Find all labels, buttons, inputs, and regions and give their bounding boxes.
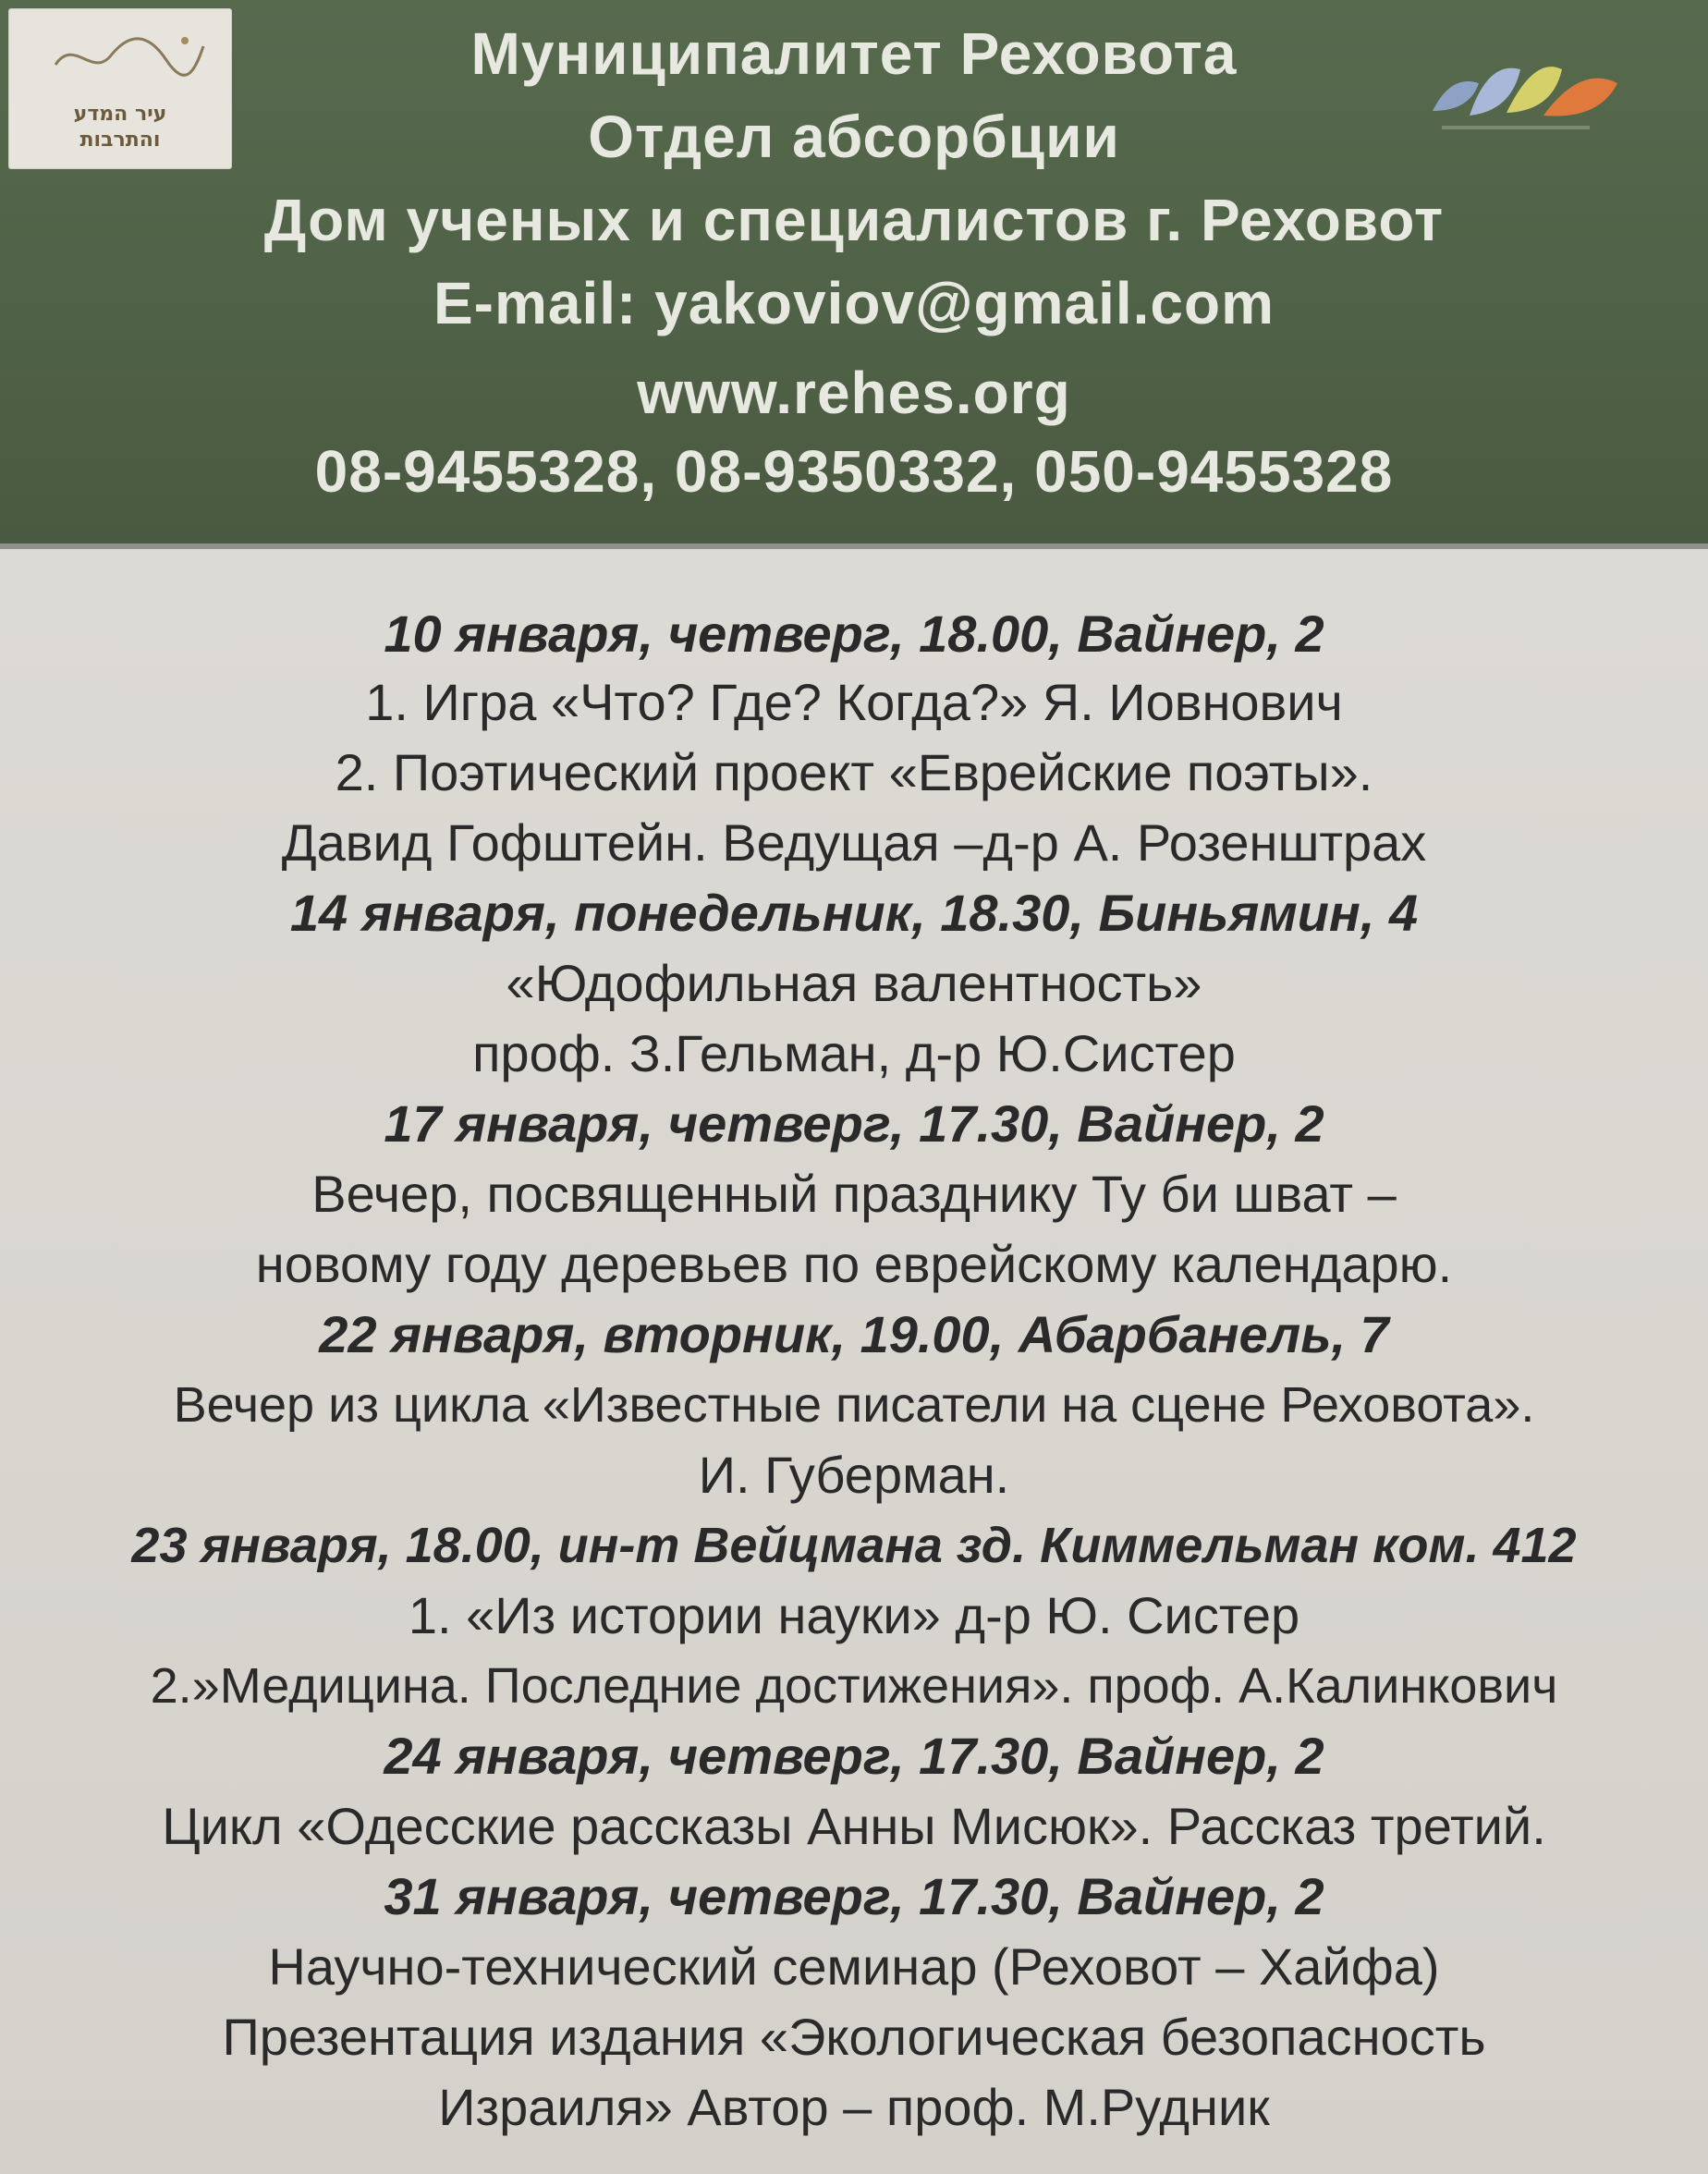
event-text: 1. «Из истории науки» д-р Ю. Систер [408,1586,1300,1644]
event-text: 2.»Медицина. Последние достижения». проф. А.Калинкович [150,1658,1558,1714]
event-text: Израиля» Автор – проф. М.Рудник [438,2078,1270,2136]
header-band [0,0,1708,544]
event-text: 1. Игра «Что? Где? Когда?» Я. Иовнович [365,673,1343,731]
event-date-4: 22 января, вторник, 19.00, Абарбанель, 7 [319,1305,1389,1363]
event-date-6: 24 января, четверг, 17.30, Вайнер, 2 [384,1727,1324,1785]
event-text: Презентация издания «Экологическая безопасность [222,2008,1486,2066]
event-date-2: 14 января, понедельник, 18.30, Биньямин, 4 [289,884,1419,942]
event-text: проф. З.Гельман, д-р Ю.Систер [472,1024,1236,1082]
header-department: Отдел абсорбции [588,104,1120,170]
header-phones: 08-9455328, 08-9350332, 050-9455328 [314,438,1394,505]
event-text: новому году деревьев по еврейскому календарю. [255,1235,1453,1293]
event-text: Цикл «Одесские рассказы Анны Мисюк». Рассказ третий. [162,1797,1546,1855]
events-list [0,549,1708,2174]
event-date-7: 31 января, четверг, 17.30, Вайнер, 2 [384,1867,1324,1925]
event-text: И. Губерман. [698,1446,1010,1504]
event-text: 2. Поэтический проект «Еврейские поэты». [335,743,1373,801]
event-text: «Юдофильная валентность» [506,954,1202,1012]
header-house-of-scientists: Дом ученых и специалистов г. Реховот [263,187,1445,253]
event-text: Давид Гофштейн. Ведущая –д-р А. Розенштрах [281,813,1427,872]
logo-hebrew-text: עיר המדע והתרבות [73,103,167,152]
header-municipality: Муниципалитет Реховота [470,20,1238,87]
event-date-5: 23 января, 18.00, ин-т Вейцмана зд. Киммельман ком. 412 [131,1518,1577,1573]
event-date-3: 17 января, четверг, 17.30, Вайнер, 2 [384,1094,1324,1153]
event-text: Научно-технический семинар (Реховот – Хайфа) [268,1937,1440,1996]
header-website: www.rehes.org [637,360,1071,426]
event-text: Вечер, посвященный празднику Ту би шват – [311,1165,1397,1223]
event-date-1: 10 января, четверг, 18.00, Вайнер, 2 [384,605,1324,663]
header-email: E-mail: yakoviov@gmail.com [433,270,1275,336]
event-text: Вечер из цикла «Известные писатели на сцене Реховота». [173,1377,1535,1433]
